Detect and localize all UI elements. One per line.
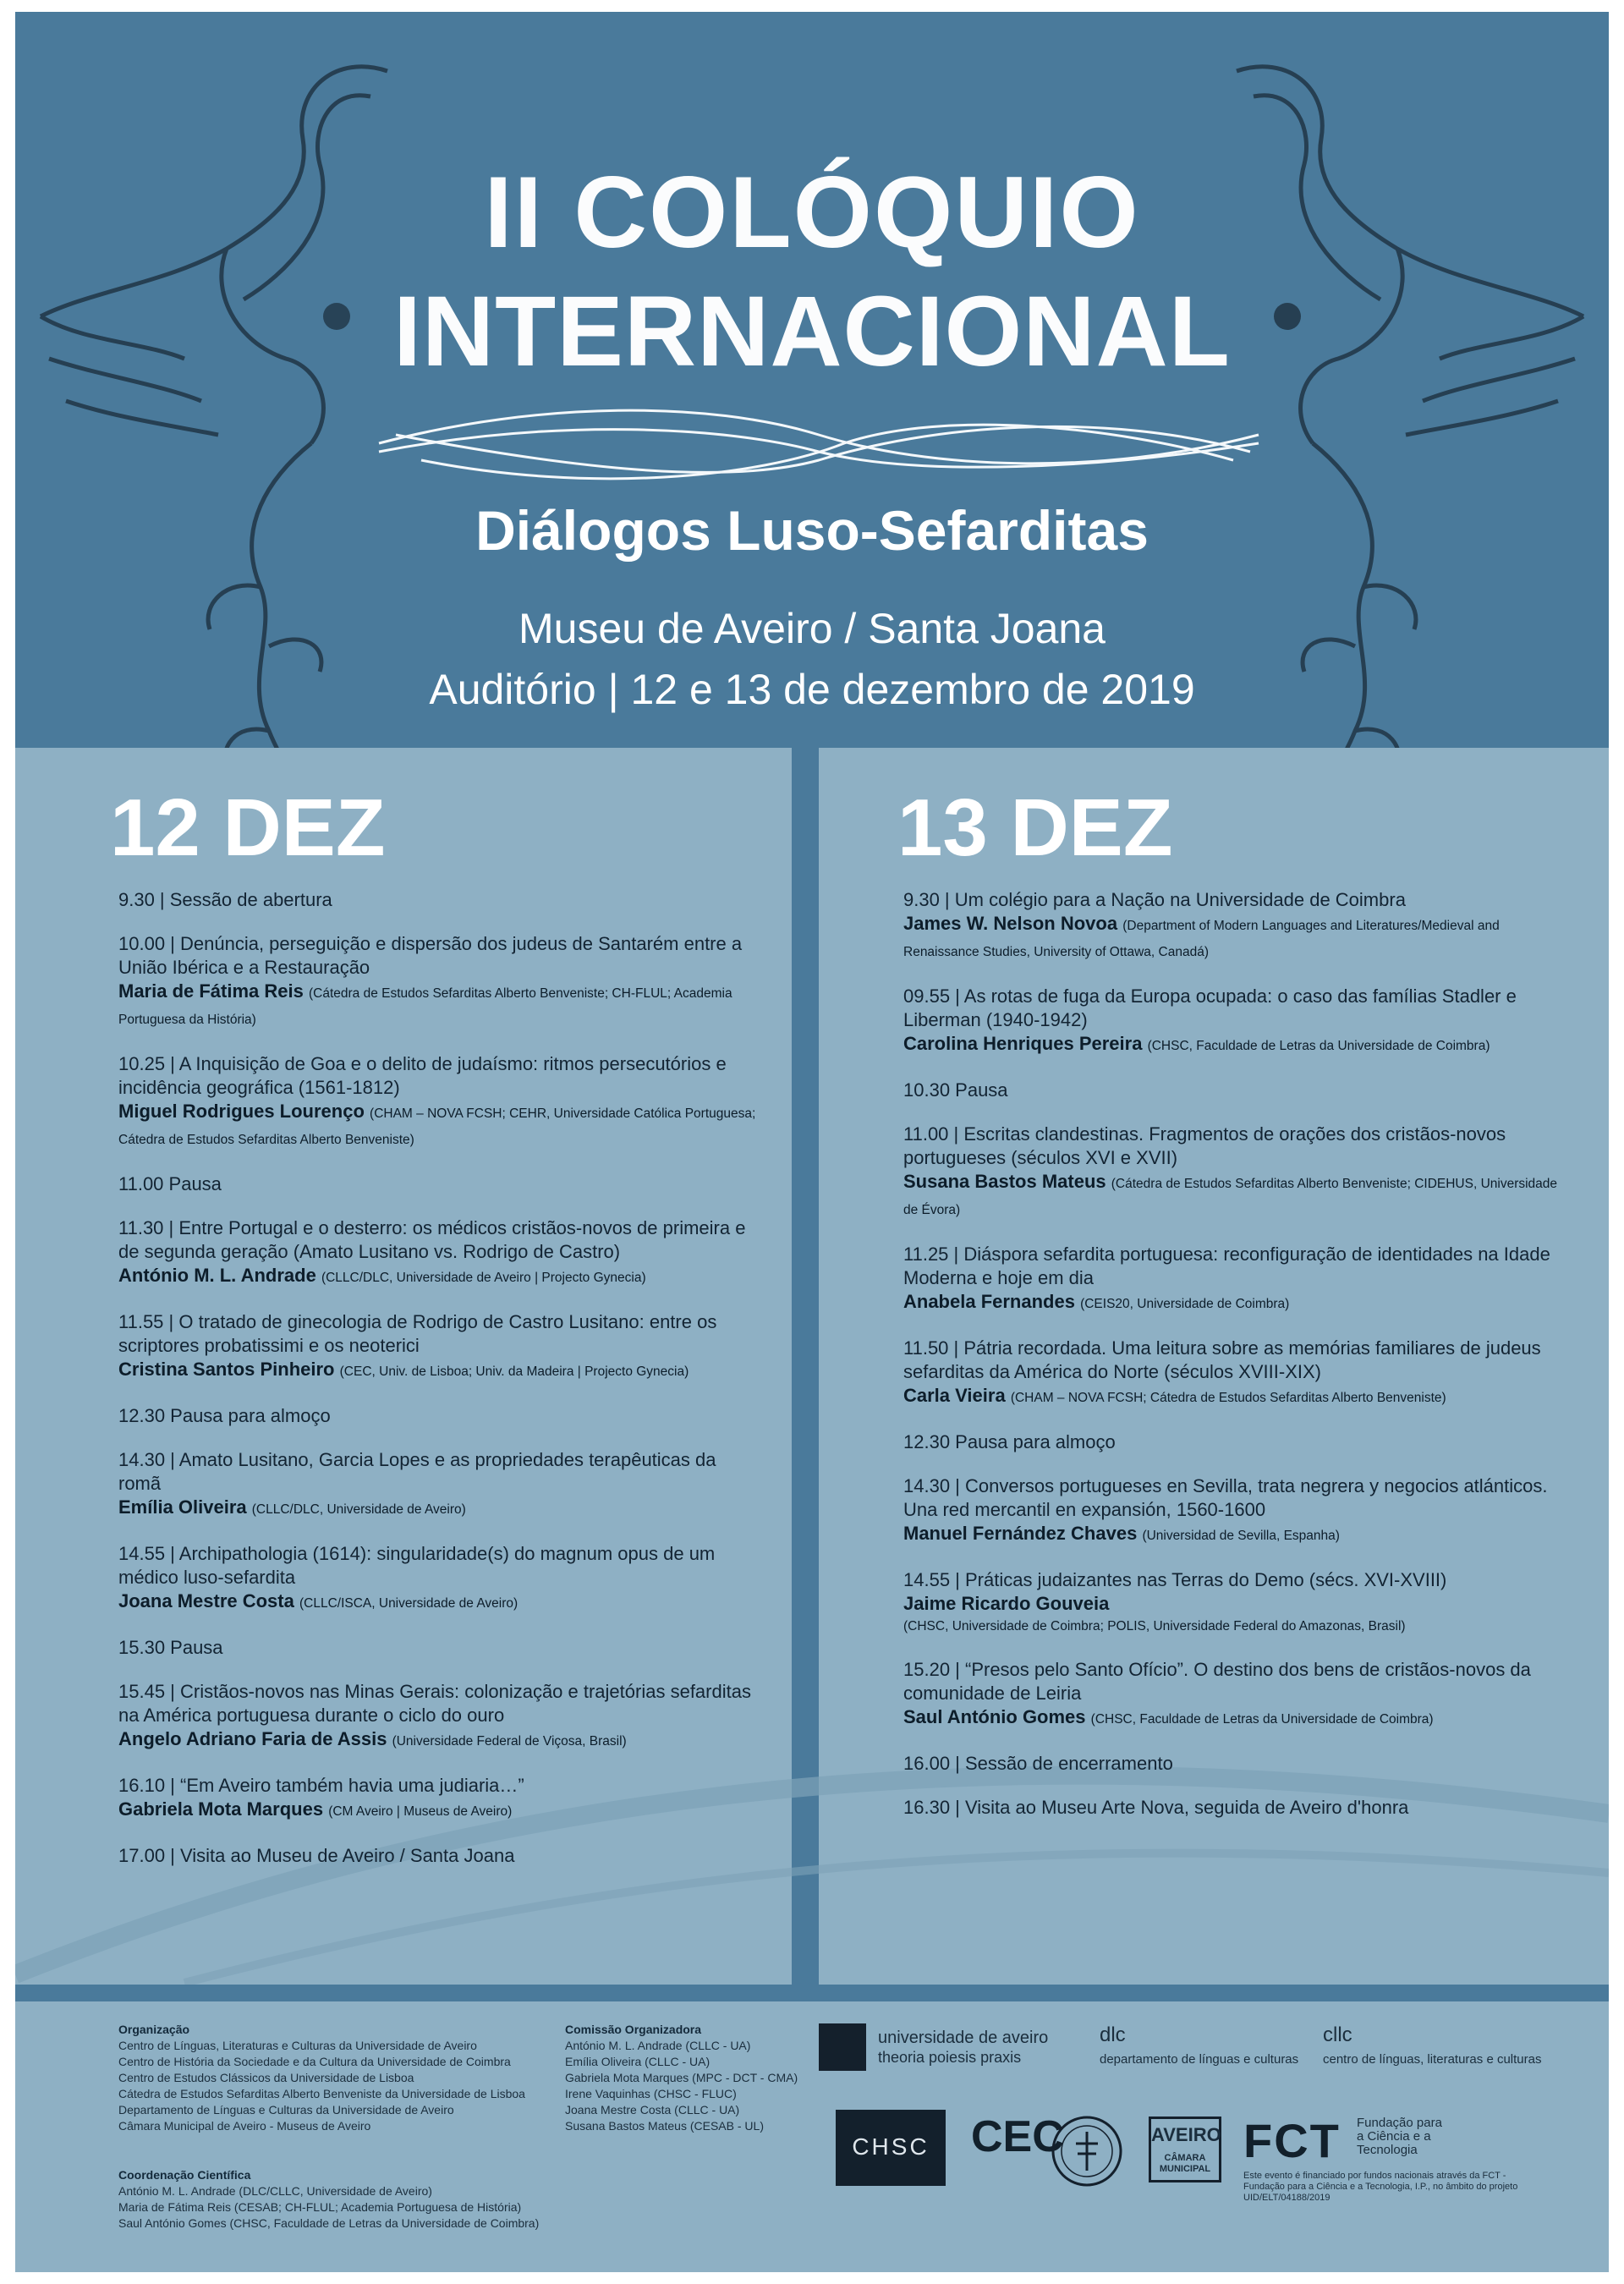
speaker-line [903,1290,1563,1316]
session-title: 11.00 | Escritas clandestinas. Fragmentos de orações dos cristãos-novos portugueses (séculos XVI e XVII) [903,1123,1506,1168]
speaker-affiliation: (Universidade Federal de Viçosa, Brasil) [392,1734,627,1749]
speaker-name: Miguel Rodrigues Lourenço [118,1101,365,1122]
aveiro-logo [1149,2117,1221,2182]
schedule-item [118,1172,761,1196]
cllc-logo-mark: cllc [1323,2023,1352,2046]
session-title: 10.30 Pausa [903,1079,1008,1101]
speaker-name: António M. L. Andrade [118,1265,316,1286]
fct-logo [1243,2113,1599,2206]
speaker-line [903,1170,1563,1222]
speaker-affiliation: (CHSC, Faculdade de Letras da Universidade de Coimbra) [1090,1712,1434,1727]
organization-block [118,2022,592,2134]
speaker-name: Saul António Gomes [903,1706,1086,1727]
session-title: 12.30 Pausa para almoço [903,1431,1116,1452]
organization-line: Departamento de Línguas e Culturas da Universidade de Aveiro [118,2103,454,2117]
schedule-item [118,1052,761,1152]
speaker-name: Manuel Fernández Chaves [903,1523,1138,1544]
speaker-name: Jaime Ricardo Gouveia [903,1593,1110,1614]
session-title: 11.55 | O tratado de ginecologia de Rodrigo de Castro Lusitano: entre os scriptores probatissimi e os neoterici [118,1311,717,1356]
speaker-name: Joana Mestre Costa [118,1590,294,1611]
organization-line: Centro de Estudos Clássicos da Universidade de Lisboa [118,2071,414,2084]
organization-line: Cátedra de Estudos Sefarditas Alberto Benveniste da Universidade de Lisboa [118,2087,525,2100]
committee-block [565,2022,853,2134]
session-title: 17.00 | Visita ao Museu de Aveiro / Santa Joana [118,1845,515,1866]
schedule-item [903,985,1563,1058]
session-title: 11.30 | Entre Portugal e o desterro: os médicos cristãos-novos de primeira e de segunda geração (Amato Lusitano vs. Rodrigo de Castro) [118,1217,746,1262]
cec-logo [971,2111,1064,2193]
speaker-affiliation: (Cátedra de Estudos Sefarditas Alberto Benveniste; CH-FLUL; Academia Portuguesa da História) [118,986,732,1027]
speaker-line [118,1798,761,1824]
session-title: 9.30 | Um colégio para a Nação na Universidade de Coimbra [903,889,1406,910]
committee-line: Joana Mestre Costa (CLLC - UA) [565,2103,740,2117]
fct-logo-name: Fundação para a Ciência e a Tecnologia [1357,2116,1442,2157]
speaker-line [903,1705,1563,1732]
chsc-logo [836,2110,946,2186]
title-line-1: II COLÓQUIO [484,156,1140,269]
committee-line: Irene Vaquinhas (CHSC - FLUC) [565,2087,737,2100]
day2-label: 13 DEZ [897,782,1173,873]
ua-emblem-icon [819,2023,866,2071]
dlc-logo-mark: dlc [1100,2023,1126,2046]
poster [15,12,1609,2272]
speaker-line [903,1032,1563,1058]
organization-line: Centro de Línguas, Literaturas e Culturas da Universidade de Aveiro [118,2039,477,2052]
schedule-item [118,1310,761,1384]
day1-label: 12 DEZ [110,782,386,873]
speaker-line [118,1589,761,1616]
speaker-line [118,1496,761,1522]
session-title: 15.45 | Cristãos-novos nas Minas Gerais: colonização e trajetórias sefarditas na América portuguesa durante o ciclo do ouro [118,1681,751,1726]
wave-ornament [370,384,1267,502]
schedule-item [118,1844,761,1868]
coordination-block [118,2167,626,2232]
speaker-name: Carolina Henriques Pereira [903,1033,1143,1054]
speaker-affiliation: (CHSC, Universidade de Coimbra; POLIS, Universidade Federal do Amazonas, Brasil) [903,1619,1406,1633]
speaker-name: Maria de Fátima Reis [118,980,304,1002]
committee-line: António M. L. Andrade (CLLC - UA) [565,2039,751,2052]
session-title: 16.30 | Visita ao Museu Arte Nova, seguida de Aveiro d'honra [903,1797,1409,1818]
session-title: 15.20 | “Presos pelo Santo Ofício”. O destino dos bens de cristãos-novos da comunidade de Leiria [903,1659,1531,1704]
venue-line-1: Museu de Aveiro / Santa Joana [518,605,1106,652]
schedule-item [118,1448,761,1522]
subtitle: Diálogos Luso-Sefarditas [475,499,1149,562]
coordination-heading: Coordenação Científica [118,2168,251,2182]
speaker-affiliation: (Department of Modern Languages and Literatures/Medieval and Renaissance Studies, University of Ottawa, Canadá) [903,919,1500,959]
schedule-item [118,1404,761,1428]
schedule-item [903,1123,1563,1222]
session-title: 14.30 | Conversos portugueses en Sevilla, trata negrera y negocios atlánticos. Una red mercantil en expansión, 1560-1600 [903,1475,1548,1520]
session-title: 14.55 | Archipathologia (1614): singularidade(s) do magnum opus de um médico luso-sefardita [118,1543,716,1588]
session-title: 16.00 | Sessão de encerramento [903,1753,1173,1774]
speaker-line [118,1358,761,1384]
speaker-line [903,1522,1563,1548]
speaker-affiliation: (CLLC/ISCA, Universidade de Aveiro) [299,1596,518,1611]
session-title: 14.30 | Amato Lusitano, Garcia Lopes e as propriedades terapêuticas da romã [118,1449,716,1494]
speaker-name: Carla Vieira [903,1385,1006,1406]
schedule-item [903,1796,1563,1820]
session-title: 10.25 | A Inquisição de Goa e o delito de judaísmo: ritmos persecutórios e incidência geográfica (1561-1812) [118,1053,727,1098]
session-title: 16.10 | “Em Aveiro também havia uma judiaria…” [118,1775,524,1796]
schedule-item [903,1243,1563,1316]
session-title: 14.55 | Práticas judaizantes nas Terras do Demo (sécs. XVI-XVIII) [903,1569,1447,1590]
session-title: 10.00 | Denúncia, perseguição e dispersão dos judeus de Santarém entre a União Ibérica e a Restauração [118,933,743,978]
session-title: 9.30 | Sessão de abertura [118,889,332,910]
catedra-seal-icon [1051,2115,1123,2188]
chsc-logo-text: CHSC [852,2133,930,2160]
schedule-item [118,1216,761,1290]
coordination-line: Maria de Fátima Reis (CESAB; CH-FLUL; Academia Portuguesa de História) [118,2200,522,2214]
schedule-item [903,888,1563,964]
title-line-2: INTERNACIONAL [393,276,1231,387]
schedule-item [903,1337,1563,1410]
speaker-affiliation: (CHAM – NOVA FCSH; Cátedra de Estudos Sefarditas Alberto Benveniste) [1010,1391,1446,1405]
speaker-line [118,1727,761,1754]
speaker-affiliation: (Cátedra de Estudos Sefarditas Alberto Benveniste; CIDEHUS, Universidade de Évora) [903,1177,1558,1217]
aveiro-logo-name: AVEIRO [1151,2124,1221,2145]
session-title: 15.30 Pausa [118,1637,223,1658]
speaker-line [118,1264,761,1290]
footer-divider [15,1985,1609,2001]
speaker-affiliation: (CHSC, Faculdade de Letras da Universidade de Coimbra) [1147,1039,1490,1053]
speaker-line [118,980,761,1032]
speaker-name: James W. Nelson Novoa [903,913,1118,934]
speaker-name: Gabriela Mota Marques [118,1798,324,1820]
schedule-item [903,1474,1563,1548]
venue-line-2: Auditório | 12 e 13 de dezembro de 2019 [429,666,1195,713]
schedule-item [118,1542,761,1616]
schedule-item [903,1658,1563,1732]
fct-logo-mark: FCT [1243,2114,1341,2167]
coordination-line: António M. L. Andrade (DLC/CLLC, Universidade de Aveiro) [118,2184,432,2198]
session-title: 12.30 Pausa para almoço [118,1405,331,1426]
organization-line: Centro de História da Sociedade e da Cultura da Universidade de Coimbra [118,2055,511,2068]
speaker-affiliation: (CEIS20, Universidade de Coimbra) [1080,1297,1290,1311]
speaker-affiliation: (CLLC/DLC, Universidade de Aveiro) [251,1502,466,1517]
speaker-name: Susana Bastos Mateus [903,1171,1106,1192]
session-title: 11.00 Pausa [118,1173,222,1194]
organization-line: Câmara Municipal de Aveiro - Museus de Aveiro [118,2119,371,2133]
speaker-line [903,1384,1563,1410]
fct-funding-note: Este evento é financiado por fundos nacionais através da FCT - Fundação para a Ciência e a Tecnologia, I.P., no âmbito do projeto UID/ELT/04188/2019 [1243,2171,1518,2203]
schedule-item [903,1079,1563,1102]
session-title: 09.55 | As rotas de fuga da Europa ocupada: o caso das famílias Stadler e Liberman (1940-1942) [903,986,1517,1030]
speaker-affiliation: (CEC, Univ. de Lisboa; Univ. da Madeira | Projecto Gynecia) [339,1364,689,1379]
day2-schedule [903,888,1563,1840]
speaker-affiliation: (CHAM – NOVA FCSH; CEHR, Universidade Católica Portuguesa; Cátedra de Estudos Sefarditas Alberto Benveniste) [118,1106,756,1147]
ua-logo-motto: theoria poiesis praxis [878,2049,1022,2066]
ua-logo-name: universidade de aveiro [878,2029,1049,2047]
cec-logo-text: CEC [971,2112,1064,2161]
schedule-item [118,1774,761,1824]
coordination-line: Saul António Gomes (CHSC, Faculdade de Letras da Universidade de Coimbra) [118,2216,540,2230]
committee-line: Emília Oliveira (CLLC - UA) [565,2055,710,2068]
speaker-line [118,1100,761,1152]
speaker-affiliation: (CM Aveiro | Museus de Aveiro) [328,1804,513,1819]
speaker-line [903,1592,1563,1616]
speaker-line [903,912,1563,964]
schedule-item [118,888,761,912]
committee-line: Gabriela Mota Marques (MPC - DCT - CMA) [565,2071,798,2084]
schedule-item [118,1680,761,1754]
schedule-item [118,932,761,1032]
session-title: 11.25 | Diáspora sefardita portuguesa: reconfiguração de identidades na Idade Moderna e hoje em dia [903,1244,1550,1288]
speaker-name: Emília Oliveira [118,1496,247,1518]
dlc-logo-text: departamento de línguas e culturas [1100,2052,1299,2067]
committee-heading: Comissão Organizadora [565,2023,702,2036]
schedule-item [903,1568,1563,1638]
schedule-item [903,1752,1563,1776]
schedule-item [903,1430,1563,1454]
committee-line: Susana Bastos Mateus (CESAB - UL) [565,2119,764,2133]
cllc-logo-text: centro de línguas, literaturas e culturas [1323,2052,1542,2067]
speaker-name: Cristina Santos Pinheiro [118,1359,335,1380]
aveiro-logo-sub: CÂMARA MUNICIPAL [1159,2153,1211,2174]
organization-heading: Organização [118,2023,190,2036]
speaker-name: Anabela Fernandes [903,1291,1075,1312]
speaker-affiliation: (Universidad de Sevilla, Espanha) [1142,1529,1340,1543]
session-title: 11.50 | Pátria recordada. Uma leitura sobre as memórias familiares de judeus sefarditas da América do Norte (séculos XVIII-XIX) [903,1337,1541,1382]
day1-schedule [118,888,761,1888]
speaker-affiliation: (CLLC/DLC, Universidade de Aveiro | Projecto Gynecia) [321,1271,646,1285]
speaker-name: Angelo Adriano Faria de Assis [118,1728,387,1749]
schedule-item [118,1636,761,1660]
